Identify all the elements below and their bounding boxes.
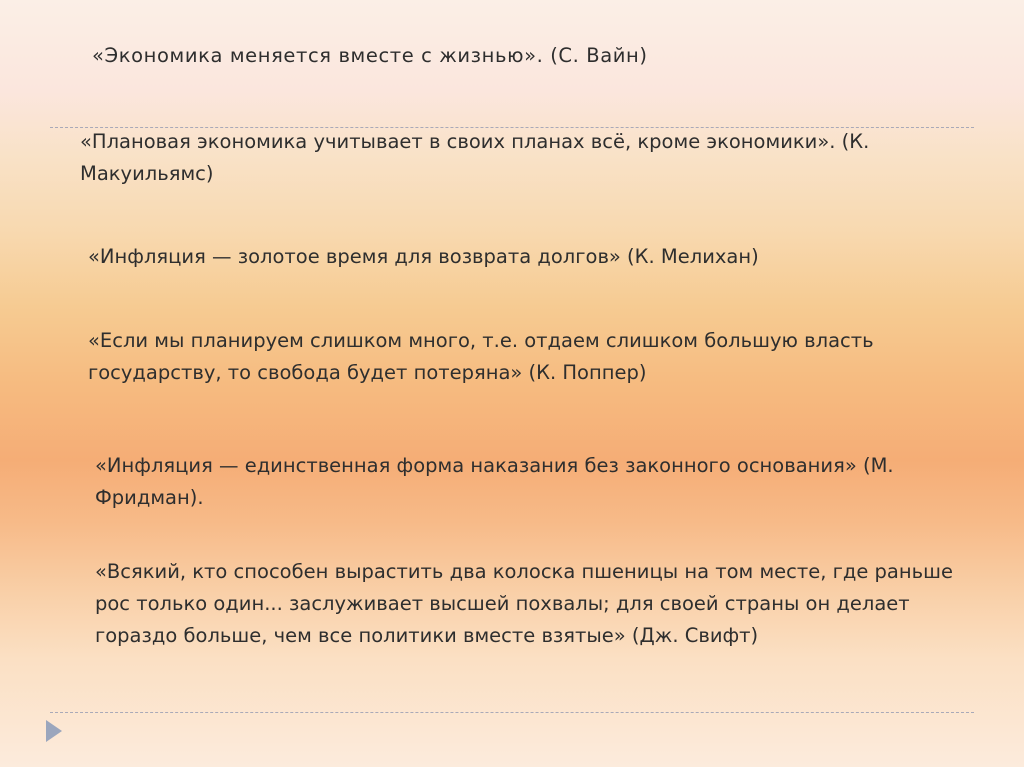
quote-swift: «Всякий, кто способен вырастить два колоска пшеницы на том месте, где раньше рос только один... заслуживает высшей похвалы; для своей страны он делает гораздо больше, чем все политики вместе взятые» (Дж. Свифт): [95, 560, 953, 647]
quote-melikhan: «Инфляция — золотое время для возврата долгов» (К. Мелихан): [88, 245, 759, 268]
quote-popper: «Если мы планируем слишком много, т.е. отдаем слишком большую власть государству, то свобода будет потеряна» (К. Поппер): [88, 329, 874, 384]
quote-friedman: «Инфляция — единственная форма наказания без законного основания» (М. Фридман).: [95, 454, 894, 509]
play-arrow-icon[interactable]: [46, 720, 62, 742]
quote-vine: «Экономика меняется вместе с жизнью». (С. Вайн): [92, 44, 648, 67]
quote-mcwilliams: «Плановая экономика учитывает в своих планах всё, кроме экономики». (К. Макуильямс): [80, 130, 870, 185]
bottom-divider: [50, 712, 974, 713]
